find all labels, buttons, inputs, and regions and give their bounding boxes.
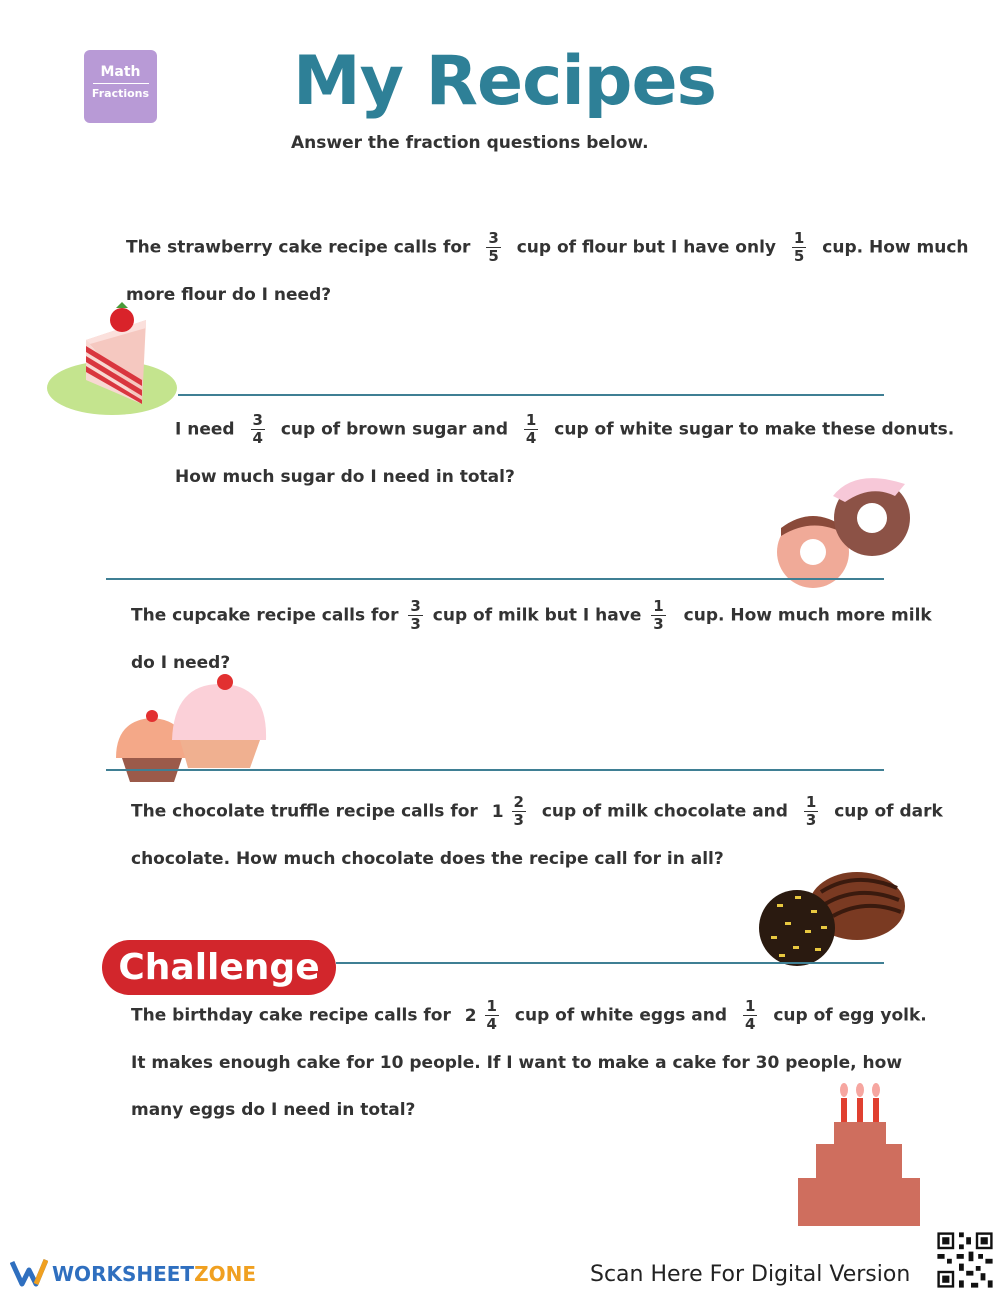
fraction: $\frac{1}{5}$ — [793, 229, 805, 265]
question-2-line-2: How much sugar do I need in total? — [175, 467, 515, 487]
brand-name: WORKSHEETZONE — [52, 1262, 256, 1286]
cake-slice-icon — [46, 300, 186, 420]
badge-topic: Fractions — [91, 87, 150, 100]
fraction: $\frac{1}{4}$ — [744, 997, 756, 1033]
divider — [336, 962, 884, 964]
badge-subject: Math — [100, 64, 141, 80]
scan-instruction: Scan Here For Digital Version — [590, 1262, 911, 1287]
truffles-icon — [755, 866, 910, 968]
question-5-line-3: many eggs do I need in total? — [131, 1100, 416, 1120]
fraction: $\frac{2}{3}$ — [513, 793, 524, 829]
qr-code-icon[interactable] — [935, 1230, 995, 1290]
fraction: $\frac{1}{3}$ — [653, 597, 664, 633]
divider — [106, 578, 884, 580]
page-subtitle: Answer the fraction questions below. — [291, 133, 649, 153]
fraction: $\frac{3}{4}$ — [252, 411, 263, 447]
question-4-line-2: chocolate. How much chocolate does the recipe call for in all? — [131, 849, 724, 869]
question-1-line-1: The strawberry cake recipe calls for $\frac{3}{5}$ cup of flour but I have only $\frac{1}{5}$ cup. How much — [126, 229, 969, 265]
birthday-cake-icon — [796, 1080, 922, 1228]
question-4-line-1: The chocolate truffle recipe calls for 1 $\frac{2}{3}$ cup of milk chocolate and $\frac{1}{3}$ cup of dark — [131, 793, 943, 829]
page-title: My Recipes — [293, 42, 717, 121]
question-5-line-1: The birthday cake recipe calls for 2 $\frac{1}{4}$ cup of white eggs and $\frac{1}{4}$ cup of egg yolk. — [131, 997, 927, 1033]
question-2-line-1: I need $\frac{3}{4}$ cup of brown sugar and $\frac{1}{4}$ cup of white sugar to make these donuts. — [175, 411, 955, 447]
worksheet-zone-logo — [10, 1258, 48, 1288]
fraction: $\frac{1}{4}$ — [486, 997, 497, 1033]
divider — [178, 394, 884, 396]
question-3-line-1: The cupcake recipe calls for $\frac{3}{3}$ cup of milk but I have $\frac{1}{3}$ cup. How much more milk — [131, 597, 932, 633]
question-1-line-2: more flour do I need? — [126, 285, 332, 305]
question-3-line-2: do I need? — [131, 653, 231, 673]
fraction: $\frac{1}{3}$ — [805, 793, 817, 829]
divider — [106, 769, 884, 771]
question-5-line-2: It makes enough cake for 10 people. If I want to make a cake for 30 people, how — [131, 1053, 903, 1073]
subject-badge — [84, 50, 157, 123]
fraction: $\frac{3}{5}$ — [488, 229, 499, 265]
fraction: $\frac{3}{3}$ — [410, 597, 421, 633]
fraction: $\frac{1}{4}$ — [525, 411, 537, 447]
donuts-icon — [775, 466, 915, 591]
challenge-banner: Challenge — [102, 940, 336, 995]
